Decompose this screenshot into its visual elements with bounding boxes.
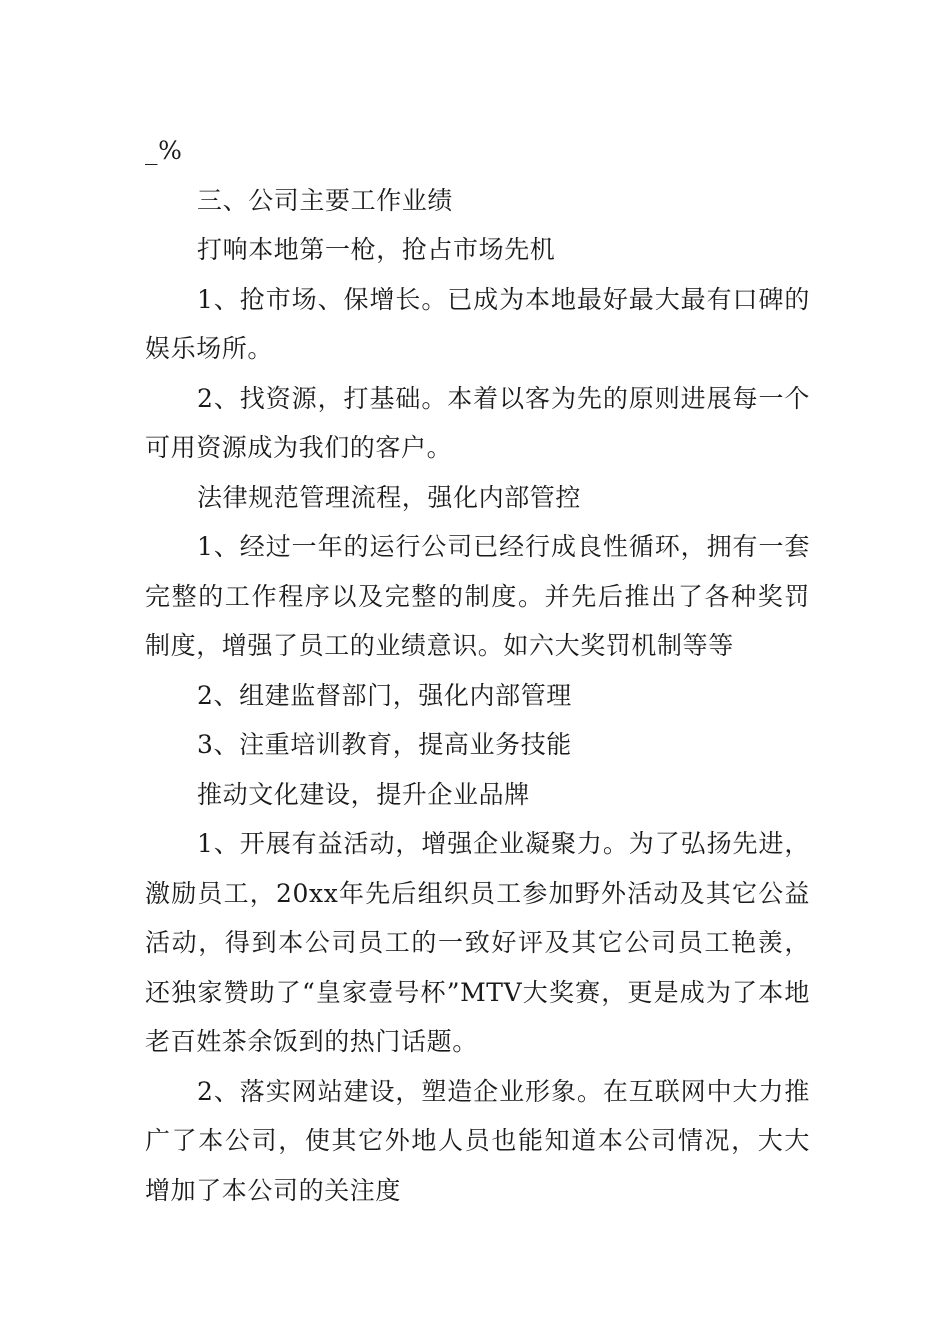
- subheading-culture: 推动文化建设，提升企业品牌: [197, 779, 530, 809]
- document-body: [145, 126, 810, 1215]
- paragraph-market-1: 1、抢市场、保增长。已成为本地最好最大最有口碑的娱乐场所。: [145, 284, 810, 363]
- paragraph-market-2: 2、找资源，打基础。本着以客为先的原则进展每一个可用资源成为我们的客户。: [145, 383, 810, 462]
- subheading-management: 法律规范管理流程，强化内部管控: [197, 482, 582, 512]
- paragraph-fragment: _%: [145, 136, 183, 165]
- paragraph-management-2: 2、组建监督部门，强化内部管理: [197, 680, 572, 710]
- subheading-market: 打响本地第一枪，抢占市场先机: [197, 235, 556, 264]
- paragraph-culture-2: 2、落实网站建设，塑造企业形象。在互联网中大力推广了本公司，使其它外地人员也能知道本公司情况，大大增加了本公司的关注度: [145, 1076, 810, 1205]
- paragraph-management-1: 1、经过一年的运行公司已经行成良性循环，拥有一套完整的工作程序以及完整的制度。并先后推出了各种奖罚制度，增强了员工的业绩意识。如六大奖罚机制等等: [145, 532, 810, 660]
- section-heading: 三、公司主要工作业绩: [197, 185, 454, 215]
- paragraph-management-3: 3、注重培训教育，提高业务技能: [197, 730, 572, 759]
- paragraph-culture-1: 1、开展有益活动，增强企业凝聚力。为了弘扬先进，激励员工，20xx年先后组织员工参加野外活动及其它公益活动，得到本公司员工的一致好评及其它公司员工艳羡，还独家赞助了“皇家壹号杯”MTV大奖赛，更是成为了本地老百姓茶余饭到的热门话题。: [145, 829, 810, 1056]
